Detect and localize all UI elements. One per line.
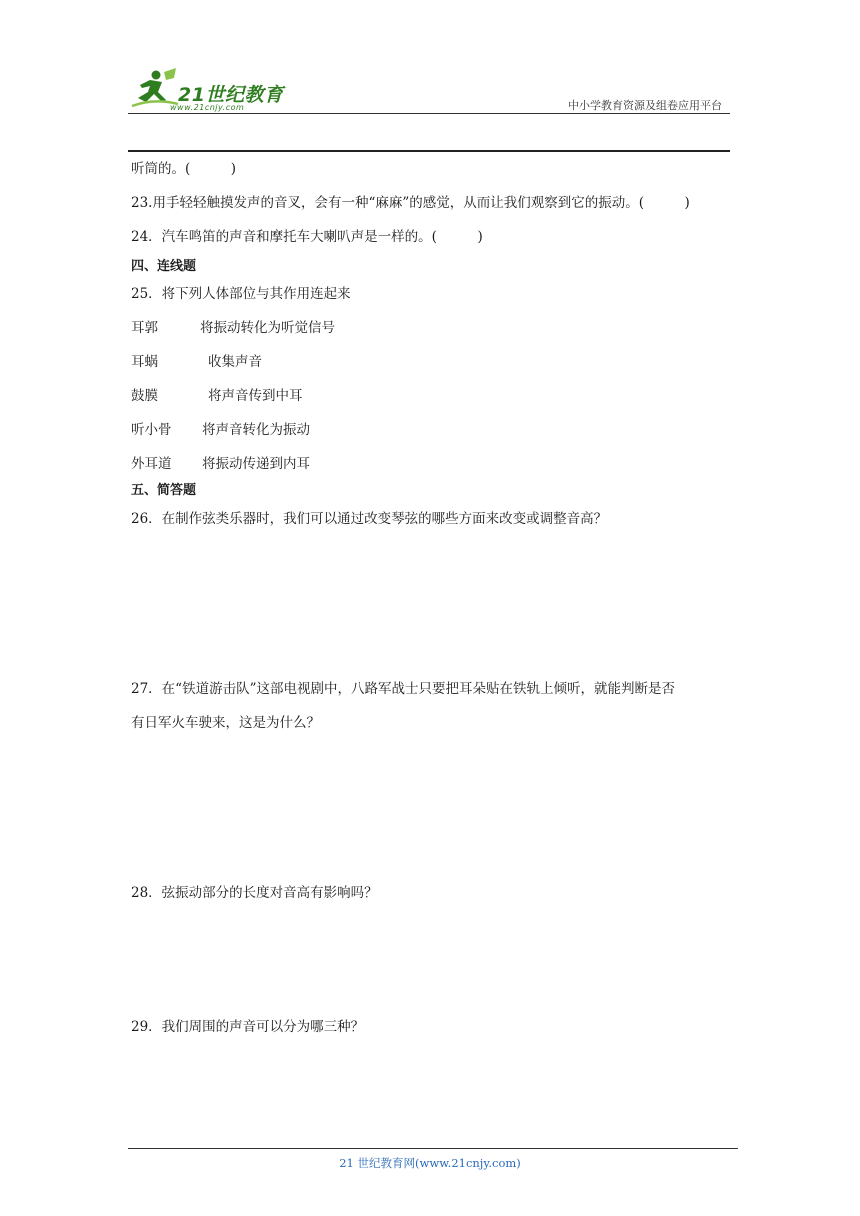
match-left-2: 耳蜗	[131, 354, 158, 370]
section-heading-matching: 四、连线题	[131, 259, 197, 274]
section-heading-short-answer: 五、简答题	[131, 483, 197, 498]
content-top-rule	[128, 150, 730, 152]
question-27-line-1: 27．在“铁道游击队”这部电视剧中，八路军战士只要把耳朵贴在铁轨上倾听，就能判断是否	[131, 681, 675, 697]
header-divider	[128, 113, 730, 114]
footer-link[interactable]: 21 世纪教育网(www.21cnjy.com)	[339, 1156, 521, 1170]
logo-text: 21世纪教育	[178, 84, 284, 106]
question-27-line-2: 有日军火车驶来，这是为什么？	[131, 715, 320, 731]
match-left-1: 耳郭	[131, 320, 158, 336]
match-right-1: 将振动转化为听觉信号	[200, 320, 335, 336]
question-22-continuation: 听筒的。( )	[131, 161, 237, 177]
header-tagline: 中小学教育资源及组卷应用平台	[568, 99, 722, 112]
match-right-2: 收集声音	[208, 354, 262, 370]
question-29: 29．我们周围的声音可以分为哪三种？	[131, 1019, 365, 1035]
logo-url: www.21cnjy.com	[170, 103, 245, 112]
footer-divider	[128, 1148, 738, 1149]
match-right-5: 将振动传递到内耳	[202, 456, 310, 472]
match-left-5: 外耳道	[131, 456, 172, 472]
question-26: 26．在制作弦类乐器时，我们可以通过改变琴弦的哪些方面来改变或调整音高？	[131, 511, 608, 527]
logo	[128, 66, 298, 116]
match-right-3: 将声音传到中耳	[208, 388, 303, 404]
question-28: 28．弦振动部分的长度对音高有影响吗？	[131, 885, 378, 901]
question-25: 25．将下列人体部位与其作用连起来	[131, 286, 351, 302]
match-right-4: 将声音转化为振动	[202, 422, 310, 438]
match-left-4: 听小骨	[131, 422, 172, 438]
question-23: 23.用手轻轻触摸发声的音叉，会有一种“麻麻”的感觉，从而让我们观察到它的振动。( )	[131, 195, 690, 211]
question-24: 24．汽车鸣笛的声音和摩托车大喇叭声是一样的。( )	[131, 229, 483, 245]
match-left-3: 鼓膜	[131, 388, 158, 404]
